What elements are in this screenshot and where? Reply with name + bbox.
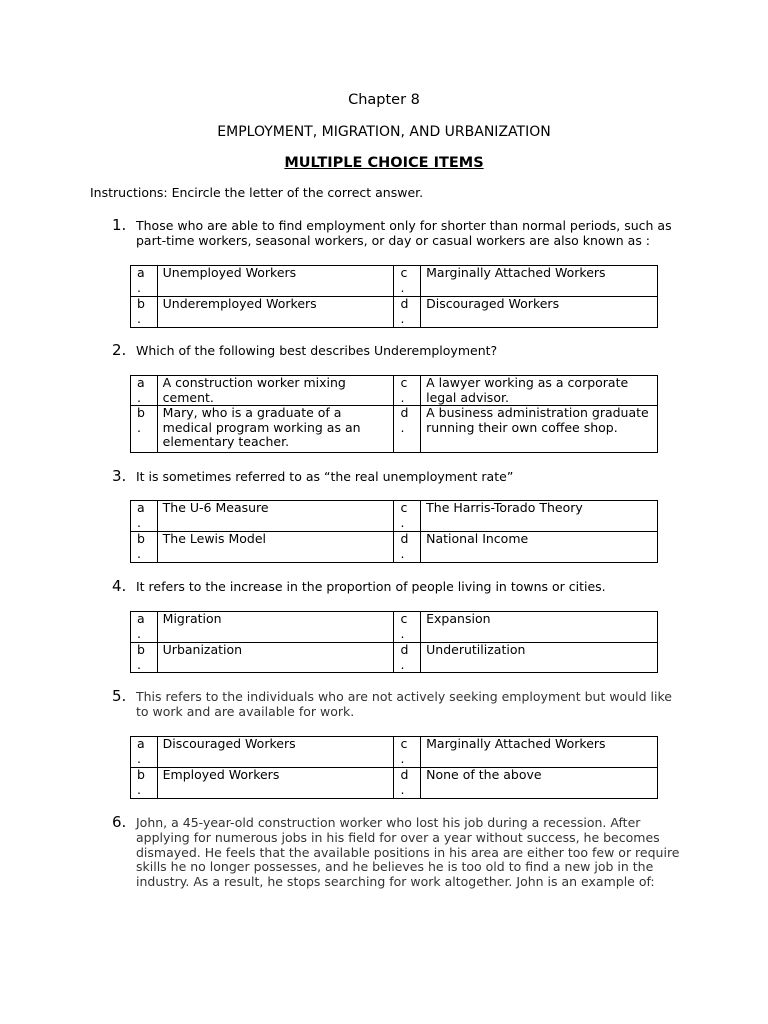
- option-text: National Income: [421, 532, 658, 563]
- option-text: A construction worker mixing cement.: [157, 376, 394, 406]
- option-text: The U-6 Measure: [157, 501, 394, 532]
- options-table: [130, 500, 658, 563]
- question-text: It refers to the increase in the proportion of people living in towns or cities.: [136, 579, 606, 594]
- option-text: A business administration graduate running their own coffee shop.: [421, 406, 658, 453]
- option-letter[interactable]: a .: [131, 266, 158, 297]
- option-letter[interactable]: b .: [131, 406, 158, 453]
- option-text: A lawyer working as a corporate legal advisor.: [421, 376, 658, 406]
- option-letter[interactable]: b .: [131, 643, 158, 673]
- option-text: Employed Workers: [157, 768, 394, 799]
- options-table: [130, 736, 658, 799]
- option-letter[interactable]: d .: [394, 297, 421, 328]
- question-text: This refers to the individuals who are not actively seeking employment but would like to work and are available for work.: [136, 689, 672, 719]
- option-text: Migration: [157, 612, 394, 643]
- option-letter[interactable]: a .: [131, 737, 158, 768]
- chapter-title: Chapter 8: [348, 92, 420, 108]
- option-text: Marginally Attached Workers: [421, 737, 658, 768]
- option-text: Unemployed Workers: [157, 266, 394, 297]
- option-text: Underemployed Workers: [157, 297, 394, 328]
- question-text: It is sometimes referred to as “the real unemployment rate”: [136, 469, 514, 484]
- option-letter[interactable]: d .: [394, 406, 421, 453]
- option-letter[interactable]: b .: [131, 768, 158, 799]
- option-letter[interactable]: b .: [131, 297, 158, 328]
- option-text: Urbanization: [157, 643, 394, 673]
- option-letter[interactable]: a .: [131, 376, 158, 406]
- option-letter[interactable]: c .: [394, 737, 421, 768]
- option-letter[interactable]: d .: [394, 643, 421, 673]
- question-text: Which of the following best describes Underemployment?: [136, 343, 498, 358]
- question-number: 5.: [112, 687, 127, 705]
- option-letter[interactable]: c .: [394, 612, 421, 643]
- question-text: John, a 45-year-old construction worker who lost his job during a recession. After applying for numerous jobs in his field for over a year without success, he becomes dismayed. He feels that the available positions in his area are either too few or require skills he no longer possesses, and he believes he is too old to find a new job in the industry. As a result, he stops searching for work altogether. John is an example of:: [136, 815, 680, 890]
- option-text: Marginally Attached Workers: [421, 266, 658, 297]
- option-text: Discouraged Workers: [157, 737, 394, 768]
- option-letter[interactable]: a .: [131, 612, 158, 643]
- option-text: The Lewis Model: [157, 532, 394, 563]
- question-number: 6.: [112, 813, 127, 831]
- chapter-subtitle: EMPLOYMENT, MIGRATION, AND URBANIZATION: [217, 124, 551, 140]
- option-letter[interactable]: c .: [394, 266, 421, 297]
- question-text: Those who are able to find employment only for shorter than normal periods, such as part-time workers, seasonal workers, or day or casual workers are also known as :: [136, 218, 672, 248]
- instructions: Instructions: Encircle the letter of the correct answer.: [90, 185, 424, 200]
- question-number: 1.: [112, 216, 127, 234]
- option-text: Expansion: [421, 612, 658, 643]
- option-letter[interactable]: d .: [394, 768, 421, 799]
- option-text: Underutilization: [421, 643, 658, 673]
- options-table: [130, 265, 658, 328]
- option-letter[interactable]: c .: [394, 501, 421, 532]
- option-text: The Harris-Torado Theory: [421, 501, 658, 532]
- question-number: 4.: [112, 577, 127, 595]
- option-letter[interactable]: d .: [394, 532, 421, 563]
- question-number: 3.: [112, 467, 127, 485]
- options-table: [130, 375, 658, 453]
- option-letter[interactable]: c .: [394, 376, 421, 406]
- option-letter[interactable]: a .: [131, 501, 158, 532]
- option-text: None of the above: [421, 768, 658, 799]
- option-letter[interactable]: b .: [131, 532, 158, 563]
- question-number: 2.: [112, 341, 127, 359]
- options-table: [130, 611, 658, 673]
- option-text: Mary, who is a graduate of a medical program working as an elementary teacher.: [157, 406, 394, 453]
- option-text: Discouraged Workers: [421, 297, 658, 328]
- section-heading: MULTIPLE CHOICE ITEMS: [284, 155, 484, 171]
